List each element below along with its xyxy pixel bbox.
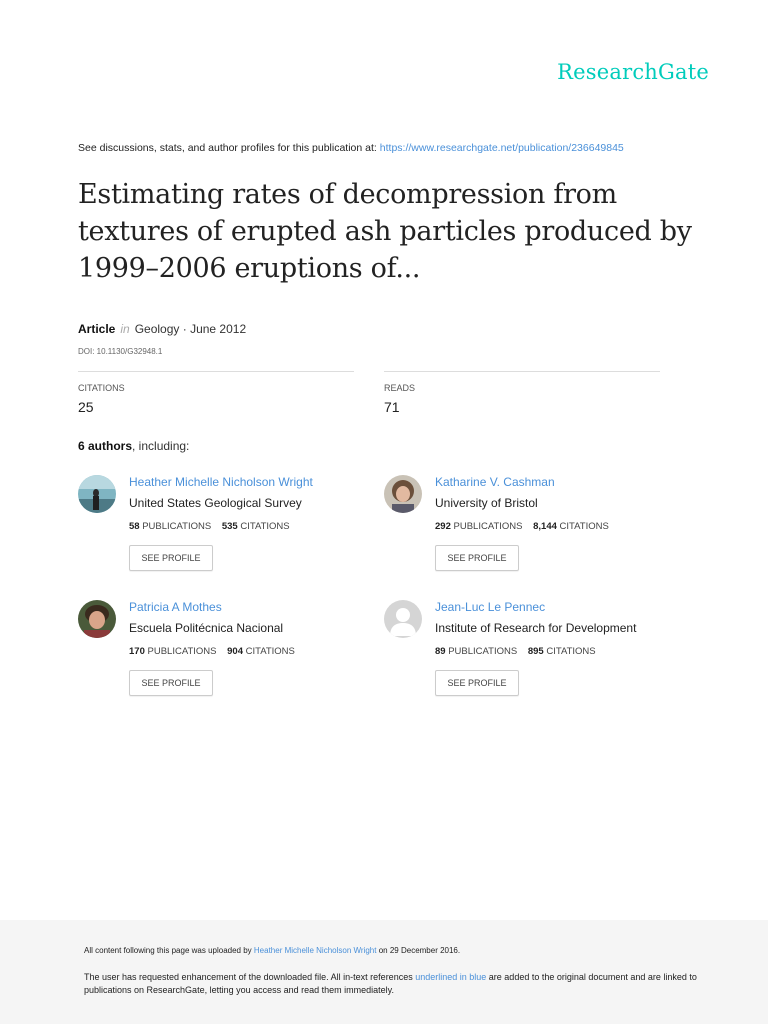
- default-user-icon[interactable]: [384, 600, 422, 638]
- enhancement-notice: [84, 971, 704, 997]
- publications-count: 292: [435, 521, 451, 532]
- citations-label: CITATIONS: [245, 646, 295, 657]
- photo-avatar-icon[interactable]: [384, 475, 422, 513]
- publication-venue[interactable]: Geology · June 2012: [134, 322, 247, 336]
- reads-label: READS: [384, 383, 416, 393]
- upload-prefix: All content following this page was uploaded by: [84, 946, 252, 955]
- author-name-link[interactable]: Heather Michelle Nicholson Wright: [129, 475, 313, 489]
- citations-stat: [78, 371, 354, 415]
- photo-avatar-icon[interactable]: [78, 600, 116, 638]
- citations-count: 904: [227, 646, 243, 657]
- publications-count: 170: [129, 646, 145, 657]
- uploader-link[interactable]: Heather Michelle Nicholson Wright: [253, 946, 377, 955]
- see-profile-button[interactable]: SEE PROFILE: [129, 670, 213, 696]
- author-counts: [435, 646, 604, 657]
- see-profile-button[interactable]: SEE PROFILE: [435, 545, 519, 571]
- citations-label: CITATIONS: [240, 521, 290, 532]
- author-card: [78, 475, 378, 585]
- author-institution[interactable]: Escuela Politécnica Nacional: [129, 621, 284, 635]
- publications-count: 89: [435, 646, 446, 657]
- author-counts: [435, 521, 617, 532]
- author-institution[interactable]: United States Geological Survey: [129, 496, 302, 510]
- footer: [0, 920, 768, 1024]
- reads-stat: [384, 371, 660, 415]
- upload-note: [84, 946, 460, 955]
- publications-label: PUBLICATIONS: [453, 521, 523, 532]
- author-counts: [129, 521, 298, 532]
- reads-value: 71: [384, 399, 400, 415]
- photo-avatar-icon[interactable]: [78, 475, 116, 513]
- publication-doi: DOI: 10.1130/G32948.1: [78, 347, 163, 356]
- author-institution[interactable]: Institute of Research for Development: [435, 621, 637, 635]
- upload-suffix: on 29 December 2016.: [378, 946, 461, 955]
- citations-label: CITATIONS: [559, 521, 609, 532]
- source-prefix: See discussions, stats, and author profiles for this publication at:: [78, 142, 377, 154]
- authors-count: 6 authors: [78, 439, 133, 453]
- publications-label: PUBLICATIONS: [448, 646, 518, 657]
- see-profile-button[interactable]: SEE PROFILE: [435, 670, 519, 696]
- underlined-in-blue-link[interactable]: underlined in blue: [415, 972, 487, 982]
- publication-url-link[interactable]: https://www.researchgate.net/publication/236649845: [379, 142, 624, 154]
- citations-label: CITATIONS: [546, 646, 596, 657]
- publications-count: 58: [129, 521, 140, 532]
- publication-title[interactable]: Estimating rates of decompression from textures of erupted ash particles produced by 1999–2006 eruptions of...: [78, 179, 692, 284]
- citations-count: 535: [221, 521, 238, 532]
- author-institution[interactable]: University of Bristol: [435, 496, 538, 510]
- researchgate-logo[interactable]: ResearchGate: [557, 60, 709, 84]
- author-name-link[interactable]: Katharine V. Cashman: [435, 475, 555, 489]
- source-line: [78, 142, 624, 154]
- publication-type: Article: [78, 322, 116, 336]
- citations-count: 8,144: [533, 521, 557, 532]
- author-card: [78, 600, 378, 710]
- notice-suffix: are added to the original document and are linked to publications on ResearchGate, letting you access and read them immediately.: [84, 972, 697, 995]
- see-profile-button[interactable]: SEE PROFILE: [129, 545, 213, 571]
- author-counts: [129, 646, 303, 657]
- in-label: in: [120, 322, 130, 336]
- author-card: [384, 600, 684, 710]
- author-name-link[interactable]: Patricia A Mothes: [129, 600, 222, 614]
- author-name-link[interactable]: Jean-Luc Le Pennec: [435, 600, 546, 614]
- citations-count: 895: [527, 646, 544, 657]
- authors-suffix: , including:: [132, 439, 190, 453]
- publications-label: PUBLICATIONS: [147, 646, 217, 657]
- citations-value: 25: [78, 399, 94, 415]
- citations-label: CITATIONS: [78, 383, 125, 393]
- author-card: [384, 475, 684, 585]
- publications-label: PUBLICATIONS: [142, 521, 212, 532]
- authors-heading: [78, 439, 189, 453]
- notice-prefix: The user has requested enhancement of the downloaded file. All in-text references: [84, 972, 413, 982]
- publication-meta: [78, 322, 246, 336]
